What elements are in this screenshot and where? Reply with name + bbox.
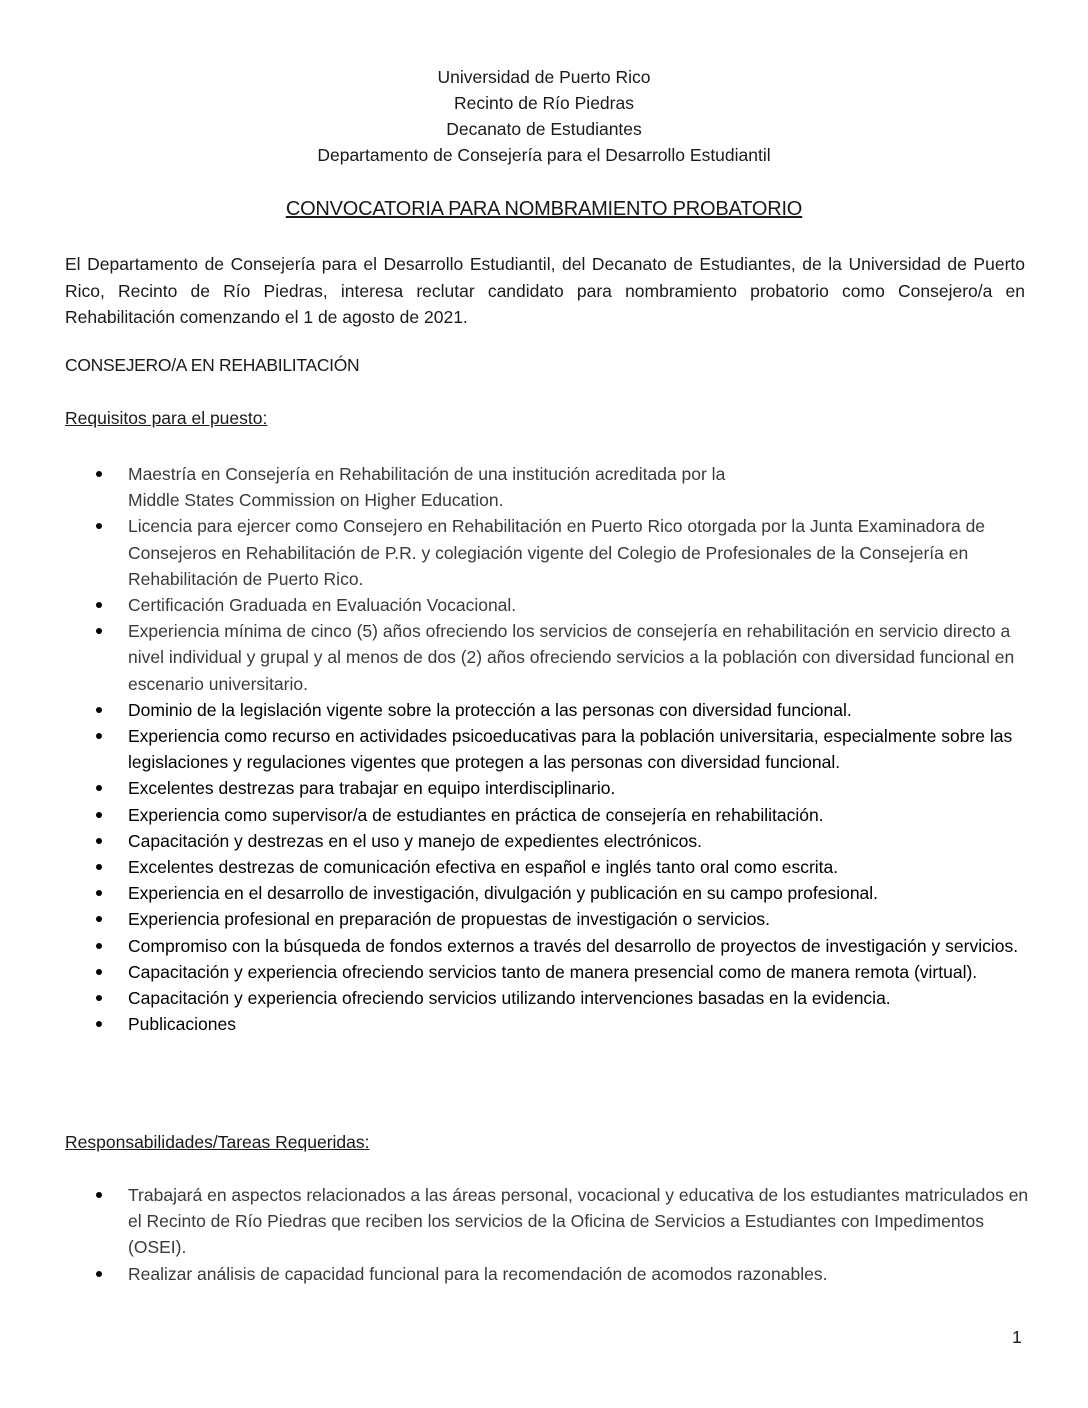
list-item-text: Experiencia como supervisor/a de estudiantes en práctica de consejería en rehabilitación.: [128, 804, 824, 825]
bullet-icon: [96, 707, 102, 713]
list-item-text: Publicaciones: [128, 1014, 236, 1035]
bullet-icon: [96, 864, 102, 870]
list-item-text: Realizar análisis de capacidad funcional para la recomendación de acomodos razonables.: [128, 1263, 828, 1284]
document-title: CONVOCATORIA PARA NOMBRAMIENTO PROBATORIO: [285, 198, 803, 220]
list-item: [65, 985, 1040, 1011]
deanship-name: Decanato de Estudiantes: [446, 119, 642, 139]
list-item-text: Experiencia mínima de cinco (5) años ofreciendo los servicios de consejería en rehabilitación en servicio directo a nivel individual y grupal y al menos de dos (2) años ofreciendo servicios a la población con diversidad funcional en escenario universitario.: [128, 621, 1015, 694]
campus-name: Recinto de Río Piedras: [454, 93, 634, 113]
list-item: [65, 592, 1040, 618]
bullet-icon: [96, 969, 102, 975]
bullet-icon: [96, 916, 102, 922]
list-item-text: Experiencia profesional en preparación de propuestas de investigación o servicios.: [128, 909, 771, 930]
list-item-text: Capacitación y experiencia ofreciendo servicios tanto de manera presencial como de manera remota (virtual).: [128, 961, 978, 982]
list-item: [65, 1261, 1040, 1287]
bullet-icon: [96, 995, 102, 1001]
list-item-text: Licencia para ejercer como Consejero en Rehabilitación en Puerto Rico otorgada por la Junta Examinadora de Consejeros en Rehabilitación de P.R. y colegiación vigente del Colegio de Profesionales de la Consejería en Rehabilitación de Puerto Rico.: [128, 516, 986, 589]
bullet-icon: [96, 838, 102, 844]
position-title: CONSEJERO/A EN REHABILITACIÓN: [65, 355, 360, 375]
responsibilities-heading: Responsabilidades/Tareas Requeridas:: [65, 1132, 370, 1152]
list-item: [65, 618, 1040, 697]
list-item-text: Excelentes destrezas para trabajar en equipo interdisciplinario.: [128, 778, 616, 799]
list-item-text: Excelentes destrezas de comunicación efectiva en español e inglés tanto oral como escrita.: [128, 857, 839, 878]
bullet-icon: [96, 733, 102, 739]
list-item-text: Compromiso con la búsqueda de fondos externos a través del desarrollo de proyectos de investigación y servicios.: [128, 935, 1019, 956]
list-item-text: Capacitación y destrezas en el uso y manejo de expedientes electrónicos.: [128, 830, 702, 851]
bullet-icon: [96, 1192, 102, 1198]
intro-paragraph: [65, 251, 1025, 331]
bullet-icon: [96, 471, 102, 477]
bullet-icon: [96, 890, 102, 896]
list-item-text: Capacitación y experiencia ofreciendo servicios utilizando intervenciones basadas en la evidencia.: [128, 988, 891, 1009]
university-name: Universidad de Puerto Rico: [437, 67, 651, 87]
list-item: [65, 854, 1040, 880]
list-item: [65, 775, 1040, 801]
list-item-text: Maestría en Consejería en Rehabilitación de una institución acreditada por la: [128, 464, 726, 484]
list-item: [65, 1011, 1040, 1037]
bullet-icon: [96, 1271, 102, 1277]
bullet-icon: [96, 628, 102, 634]
requirements-heading: Requisitos para el puesto:: [65, 408, 268, 428]
list-item: [65, 828, 1040, 854]
list-item-text: Certificación Graduada en Evaluación Vocacional.: [128, 595, 517, 616]
department-name: Departamento de Consejería para el Desarrollo Estudiantil: [317, 145, 771, 165]
list-item: [65, 461, 1040, 513]
responsibilities-list: [65, 1182, 1040, 1287]
institution-header: [0, 64, 1088, 168]
bullet-icon: [96, 943, 102, 949]
list-item-text: Trabajará en aspectos relacionados a las áreas personal, vocacional y educativa de los estudiantes matriculados en el Recinto de Río Piedras que reciben los servicios de la Oficina de Servicios a Estudiantes con Impedimentos (OSEI).: [128, 1185, 1029, 1258]
list-item: [65, 959, 1040, 985]
list-item-text-continued: Middle States Commission on Higher Education.: [128, 490, 504, 511]
list-item: [65, 880, 1040, 906]
intro-text: El Departamento de Consejería para el Desarrollo Estudiantil, del Decanato de Estudiantes, de la Universidad de Puerto Rico, Recinto de Río Piedras, interesa reclutar candidato para nombramiento probatorio como Consejero/a en Rehabilitación comenzando el 1 de agosto de 2021.: [65, 254, 1025, 327]
list-item: [65, 723, 1040, 775]
requirements-list: [65, 461, 1040, 1037]
list-item: [65, 1182, 1040, 1261]
list-item: [65, 513, 1040, 592]
list-item-text: Experiencia en el desarrollo de investigación, divulgación y publicación en su campo profesional.: [128, 883, 879, 904]
list-item: [65, 933, 1040, 959]
list-item: [65, 697, 1040, 723]
list-item-text: Dominio de la legislación vigente sobre la protección a las personas con diversidad funcional.: [128, 699, 852, 720]
list-item: [65, 906, 1040, 932]
page-number: 1: [1012, 1327, 1022, 1347]
bullet-icon: [96, 1021, 102, 1027]
bullet-icon: [96, 812, 102, 818]
list-item: [65, 802, 1040, 828]
bullet-icon: [96, 785, 102, 791]
bullet-icon: [96, 602, 102, 608]
bullet-icon: [96, 523, 102, 529]
list-item-text: Experiencia como recurso en actividades psicoeducativas para la población universitaria, especialmente sobre las legislaciones y regulaciones vigentes que protegen a las personas con diversidad funcional.: [128, 726, 1013, 773]
